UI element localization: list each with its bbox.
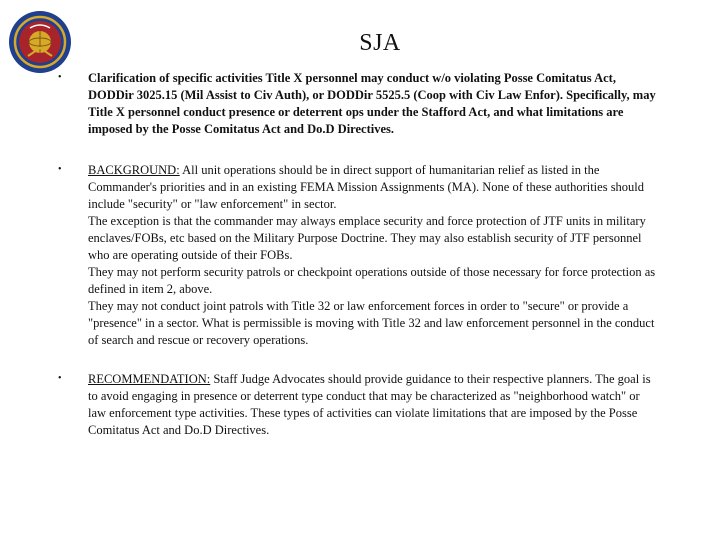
bullet-list [58, 70, 658, 439]
background-paragraph: They may not perform security patrols or checkpoint operations outside of those necessary for force protection as defined in item 2, above. [88, 265, 656, 296]
bullet-marker: • [58, 164, 62, 175]
slide-title: SJA [359, 30, 401, 56]
background-paragraph: The exception is that the commander may always emplace security and force protection of JTF units in military enclaves/FOBs, etc based on the Military Purpose Doctrine. They may also establish security of JTF personnel who are operating outside of their FOBs. [88, 214, 646, 262]
background-paragraph: They may not conduct joint patrols with Title 32 or law enforcement forces in order to "secure" or provide a "presence" in a sector. What is permissible is moving with Title 32 and law enforcement personnel in the conduct of search and rescue or recovery operations. [88, 299, 655, 347]
issue-text: Clarification of specific activities Title X personnel may conduct w/o violating Posse Comitatus Act, DODDir 3025.15 (Mil Assist to Civ Auth), or DODDir 5525.5 (Coop with Civ Law Enfor). Specifically, may Title X personnel conduct presence or deterrent ops under the Stafford Act, and what limitations are imposed by the Posse Comitatus Act and Do.D Directives. [88, 71, 656, 136]
bullet-marker: • [58, 72, 62, 83]
recommendation-heading: RECOMMENDATION: [88, 372, 211, 386]
background-paragraph: All unit operations should be in direct support of humanitarian relief as listed in the Commander's priorities and in an existing FEMA Mission Assignments (MA). None of these authorities should include "security" or "law enforcement" in sector. [88, 163, 645, 211]
background-heading: BACKGROUND: [88, 163, 180, 177]
list-item [58, 371, 658, 439]
bullet-marker: • [58, 373, 62, 384]
background-text [88, 162, 658, 349]
list-item [58, 162, 658, 349]
recommendation-text [88, 371, 658, 439]
list-item [58, 70, 658, 138]
recommendation-paragraph: Staff Judge Advocates should provide guidance to their respective planners. The goal is to avoid engaging in presence or deterrent type conduct that may be characterized as "neighborhood watch" or law enforcement type activities. These types of activities can violate limitations that are imposed by the Posse Comitatus Act and Do.D Directives. [88, 372, 651, 437]
